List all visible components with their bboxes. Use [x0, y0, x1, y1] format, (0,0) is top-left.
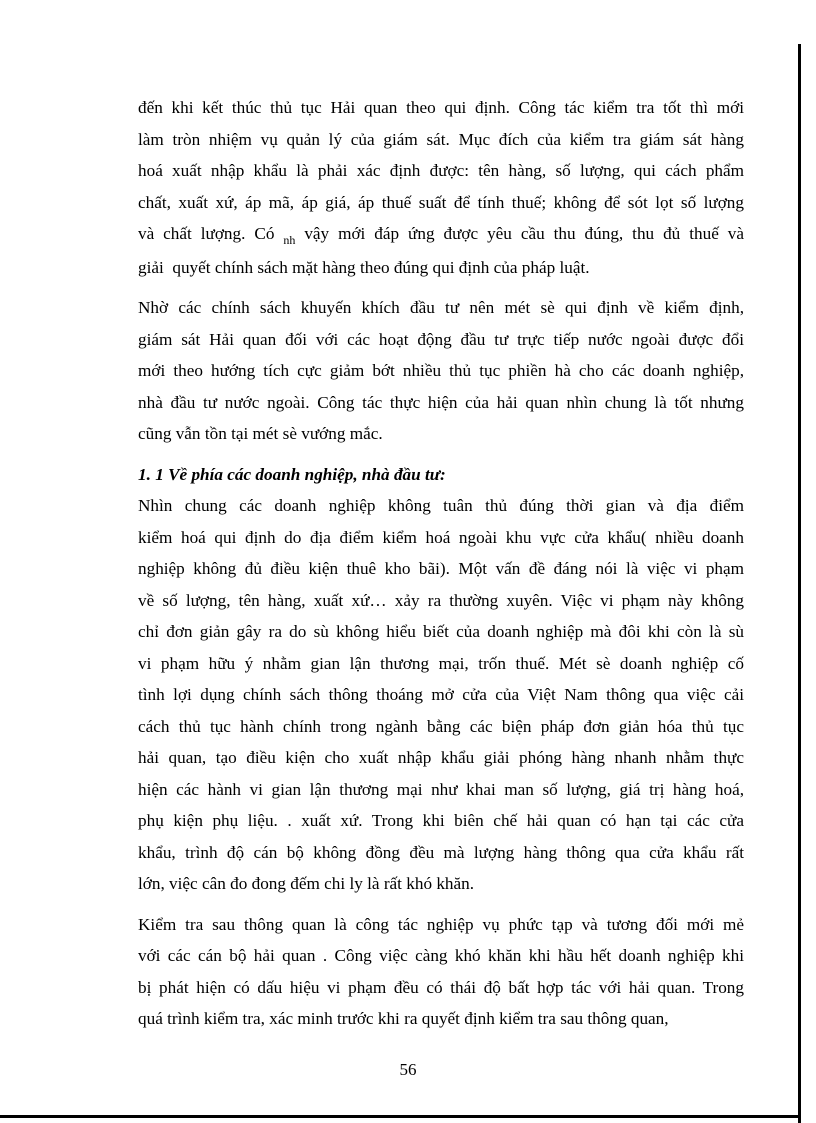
text-line: vi phạm hữu ý nhằm gian lận thương mại, trốn thuế. Mét sè doanh nghiệp cố [138, 653, 744, 673]
text-line: nhà đầu tư nước ngoài. Công tác thực hiện của hải quan nhìn chung là tốt nhưng [138, 392, 744, 412]
text-line: với các cán bộ hải quan . Công việc càng khó khăn khi hầu hết doanh nghiệp khi [138, 946, 744, 965]
section-heading: 1. 1 Về phía các doanh nghiệp, nhà đầu tư: [138, 464, 446, 484]
paragraph-3 [138, 490, 744, 900]
page-number: 56 [399, 1060, 417, 1079]
text-line: kiểm hoá qui định do địa điểm kiểm hoá ngoài khu vực cửa khẩu( nhiều doanh [138, 527, 744, 547]
text-line: giám sát Hải quan đối với các hoạt động đầu tư trực tiếp nước ngoài được đổi [138, 329, 744, 349]
text-line: lớn, việc cân đo đong đếm chi ly là rất khó khăn. [138, 874, 475, 893]
text-line: chỉ đơn giản gây ra do sù không hiểu biết của doanh nghiệp mà đôi khi còn là sù [138, 622, 744, 641]
text-line: cũng vẫn tồn tại mét sè vướng mắc. [138, 424, 383, 443]
text-line [138, 218, 744, 252]
text-line: cách thủ tục hành chính trong ngành bằng các biện pháp đơn giản hóa thủ tục [138, 716, 744, 736]
text-line: hoá xuất nhập khẩu là phải xác định được: tên hàng, số lượng, qui cách phẩm [138, 161, 744, 180]
paragraph-2 [138, 292, 744, 450]
text-line: hiện các hành vi gian lận thương mại như khai man số lượng, giá trị hàng hoá, [138, 779, 744, 799]
text-line: tình lợi dụng chính sách thông thoáng mở cửa của Việt Nam thông qua việc cải [138, 685, 744, 704]
text-line: nghiệp không đủ điều kiện thuê kho bãi). Một vấn đề đáng nói là việc vi phạm [138, 559, 744, 578]
text-line: phụ kiện phụ liệu. . xuất xứ. Trong khi biên chế hải quan có hạn tại các cửa [138, 811, 744, 830]
text-line: về số lượng, tên hàng, xuất xứ… xảy ra thường xuyên. Việc vi phạm này không [138, 590, 744, 610]
text-line: đến khi kết thúc thủ tục Hải quan theo qui định. Công tác kiểm tra tốt thì mới [138, 98, 744, 117]
paragraph-1 [138, 92, 744, 283]
text-line: khẩu, trình độ cán bộ không đồng đều mà lượng hàng thông qua cửa khẩu rất [138, 842, 744, 862]
stray-text-fragment: nh [283, 233, 296, 247]
text-line: bị phát hiện có dấu hiệu vi phạm đều có thái độ bất hợp tác với hải quan. Trong [138, 977, 744, 997]
text-line: chất, xuất xứ, áp mã, áp giá, áp thuế suất để tính thuế; không để sót lọt số lượng [138, 192, 744, 212]
text-line: mới theo hướng tích cực giảm bớt nhiều thủ tục phiền hà cho các doanh nghiệp, [138, 361, 744, 380]
text-line: Kiểm tra sau thông quan là công tác nghiệp vụ phức tạp và tương đối mới mẻ [138, 914, 744, 934]
page-body [138, 92, 744, 1035]
text-fragment: vậy mới đáp ứng được yêu cầu thu đúng, thu đủ thuế và [295, 224, 744, 243]
text-line: giải quyết chính sách mặt hàng theo đúng qui định của pháp luật. [138, 257, 590, 277]
text-line: Nhờ các chính sách khuyến khích đầu tư nên mét sè qui định về kiểm định, [138, 298, 744, 317]
page-border-right [798, 44, 801, 1123]
text-line: hải quan, tạo điều kiện cho xuất nhập khẩu giải phóng hàng nhanh nhằm thực [138, 748, 744, 767]
text-fragment: và chất lượng. Có [138, 224, 275, 243]
paragraph-4 [138, 909, 744, 1035]
text-line: quá trình kiểm tra, xác minh trước khi ra quyết định kiểm tra sau thông quan, [138, 1009, 669, 1028]
text-line: Nhìn chung các doanh nghiệp không tuân thủ đúng thời gian và địa điểm [138, 496, 744, 515]
page-border-bottom [0, 1115, 801, 1118]
text-line: làm tròn nhiệm vụ quản lý của giám sát. Mục đích của kiểm tra giám sát hàng [138, 129, 744, 149]
